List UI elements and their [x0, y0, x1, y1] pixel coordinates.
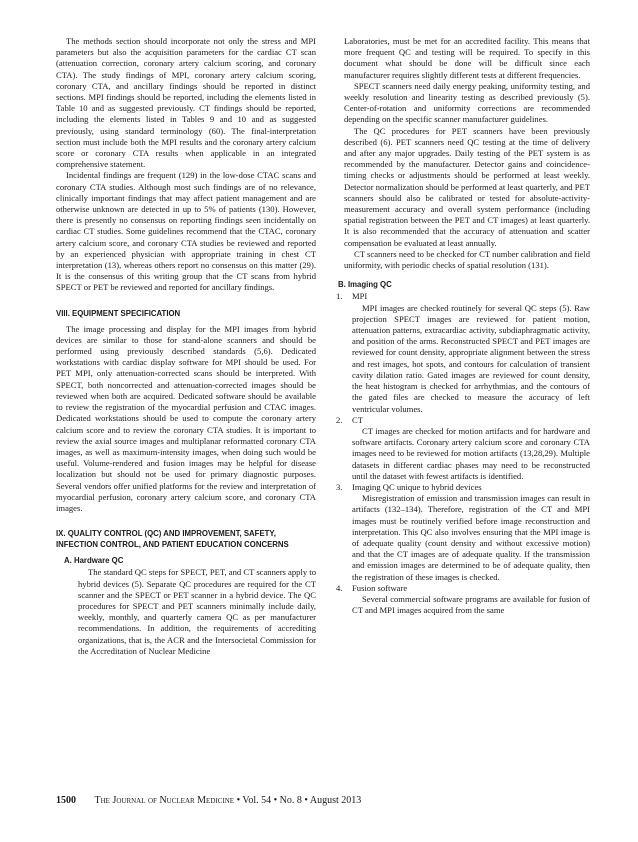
paragraph-pet-qc: The QC procedures for PET scanners have been previously described (6). PET scanners need QC testing at the time of delivery and after any major upgrades. Daily testing of the PET system is as recommended by the manufacturer. Detector gains and coincidence-timing checks or adjustments should be performed at least weekly. Detector normalization should be performed at least quarterly, and PET scanners should also be calibrated or tested for absolute-activity-measurement accuracy and overall system performance (including spatial registration between the PET and CT images) at least quarterly. It is also recommended that the accuracy of attenuation and scatter compensation be evaluated at least annually.: [344, 125, 590, 248]
paragraph-spect-qc: SPECT scanners need daily energy peaking, uniformity testing, and weekly resolution and linearity testing as described previously (5). Center-of-rotation and uniformity corrections are recommended depending on the specific scanner manufacturer guidelines.: [344, 80, 590, 125]
list-title: Fusion software: [352, 582, 408, 593]
journal-date: August 2013: [309, 795, 362, 806]
list-number: 4.: [336, 582, 343, 593]
hardware-qc-continued: [344, 36, 590, 271]
list-body: Misregistration of emission and transmission images can result in artifacts (132–134). Therefore, registration of the CT and MPI images must be routinely verified before image reconstruction and interpretation. This QC also involves ensuring that the MPI image is of adequate quality (count density and without excessive motion) and that the CT images are of adequate quality. If the transmission and emission images are determined to be of adequate quality, then the registration of these images is checked.: [352, 493, 590, 582]
right-column: [330, 36, 590, 616]
list-number: 2.: [336, 414, 343, 425]
page-footer: [56, 795, 361, 806]
left-column: [56, 36, 316, 657]
list-item-fusion-software: [330, 583, 590, 617]
list-number: 1.: [336, 291, 343, 302]
section-heading-quality-control: IX. QUALITY CONTROL (QC) AND IMPROVEMENT, SAFETY, INFECTION CONTROL, AND PATIENT EDUCATION CONCERNS: [56, 529, 289, 550]
list-body: MPI images are checked routinely for several QC steps (5). Raw projection SPECT images are reviewed for patient motion, attenuation patterns, extracardiac activity, subdiaphragmatic activity, and position of the arms. Reconstructed SPECT and PET images are reviewed for count density, appropriate alignment between the stress and rest images, hot spots, and contours for calculation of transient cavity dilation ratio. Gated images are reviewed for count density, the heat histogram is checked for arrhythmias, and the contours of the gated files are checked to measure the accuracy of left ventricular volumes.: [352, 302, 590, 414]
list-title: CT: [352, 414, 363, 425]
paragraph-methods: The methods section should incorporate not only the stress and MPI parameters but also the acquisition parameters for the cardiac CT scan (attenuation correction, coronary artery calcium scoring, and coronary CTA). The study findings of MPI, coronary artery calcium scoring, coronary CTA, and ancillary findings should be reported in distinct sections. MPI findings should be reported, including the elements listed in Table 10 and as suggested previously. CT findings should be reported, including the elements listed in Tables 9 and 10 and as suggested previously, using standard terminology (60). The final-interpretation section must include both the MPI results and the coronary artery calcium score or coronary CTA results when applicable in an integrated comprehensive statement.: [56, 36, 316, 170]
list-item-mpi: [330, 291, 590, 414]
paragraph-equipment: The image processing and display for the MPI images from hybrid devices are similar to those for stand-alone scanners and should be performed using previously described standards (5,6). Dedicated workstations with cardiac display software for MPI should be used. For PET MPI, only attenuation-corrected scans should be interpreted. With SPECT, both noncorrected and attenuation-corrected images should be reviewed when both are acquired. Dedicated software should be available to review the registration of the myocardial perfusion and CTAC images. Dedicated workstations should be used to compute the coronary artery calcium score and to review the coronary CTA studies. It is important to review the axial source images and multiplanar reformatted coronary CTA images, as well as maximum-intensity images, when doing such would be useful. Volume-rendered and fusion images may be helpful for disease localization but should not be used for primary diagnostic purposes. Several vendors offer unified platforms for the review and interpretation of myocardial perfusion, coronary artery calcium score, and coronary CTA images.: [56, 323, 316, 513]
list-body: CT images are checked for motion artifacts and for hardware and software artifacts. Coronary artery calcium score and coronary CTA images need to be reviewed for motion artifacts (13,28,29). Multiple datasets in different cardiac phases may need to be reconstructed until the dataset with fewest artifacts is identified.: [352, 425, 590, 481]
list-title: Imaging QC unique to hybrid devices: [352, 481, 482, 492]
list-item-ct: [330, 415, 590, 482]
list-item-hybrid-qc: [330, 482, 590, 583]
footer-separator: •: [273, 795, 278, 806]
page-number: 1500: [56, 795, 76, 806]
list-title: MPI: [352, 291, 368, 302]
hardware-qc-block: [78, 567, 316, 657]
paragraph-ct-qc: CT scanners need to be checked for CT number calibration and field uniformity, with periodic checks of spatial resolution (131).: [344, 248, 590, 271]
paragraph-incidental-findings: Incidental findings are frequent (129) in the low-dose CTAC scans and coronary CTA studies. Although most such findings are of no relevance, clinically important findings that may affect patient management and are otherwise unknown are detected in up to 5% of patients (130). However, there is presently no consensus on reporting findings seen incidentally on cardiac CT studies. Some guidelines recommend that the CTAC, coronary artery calcium score, and coronary CTA studies be reviewed and reported by an experienced physician with appropriate training in chest CT interpretation (13), whereas others report no consensus on this matter (29). It is the consensus of this writing group that the CT scans from hybrid SPECT or PET be reviewed and reported for ancillary findings.: [56, 170, 316, 293]
footer-separator: •: [304, 795, 308, 806]
journal-name: The Journal of Nuclear Medicine: [94, 795, 235, 806]
list-body: Several commercial software programs are available for fusion of CT and MPI images acquired from the same: [352, 593, 590, 616]
paragraph-accreditation: Laboratories, must be met for an accredited facility. This means that more frequent QC and testing will be required. To specify in this document what should be done will be difficult since each manufacturer requires slightly different tests at different frequencies.: [344, 36, 590, 80]
subheading-imaging-qc: B. Imaging QC: [338, 280, 392, 290]
paragraph-hardware-qc: The standard QC steps for SPECT, PET, and CT scanners apply to hybrid devices (5). Separate QC procedures are required for the CT scanner and the SPECT or PET scanner in a hybrid device. The QC procedures for SPECT and PET scanners minimally include daily, weekly, monthly, and quarterly camera QC as per manufacturer recommendations. In addition, the requirements of accrediting organizations, that is, the ACR and the Intersocietal Commission for the Accreditation of Nuclear Medicine: [78, 567, 316, 656]
journal-number: No. 8: [279, 795, 302, 806]
list-number: 3.: [336, 481, 343, 492]
footer-separator: •: [236, 795, 241, 806]
subheading-hardware-qc: A. Hardware QC: [64, 556, 124, 566]
section-heading-equipment: VIII. EQUIPMENT SPECIFICATION: [56, 308, 181, 318]
journal-volume: Vol. 54: [242, 795, 272, 806]
